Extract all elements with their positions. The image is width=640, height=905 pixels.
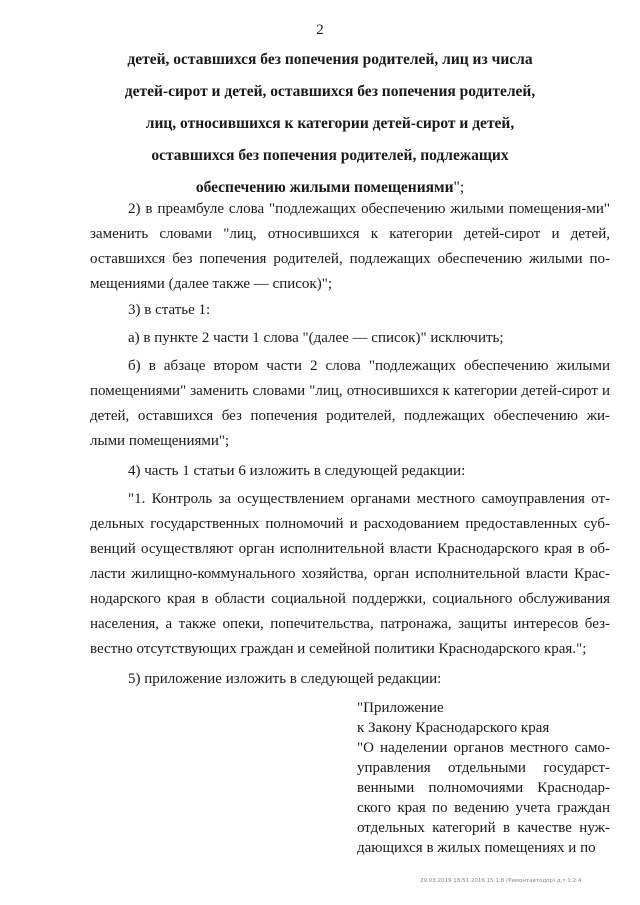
page-number: 2	[316, 22, 324, 38]
heading-line: детей-сирот и детей, оставшихся без попечения родителей,	[124, 83, 536, 100]
paragraph-item-3a: а) в пункте 2 части 1 слова "(далее — список)" исключить;	[128, 330, 504, 346]
footer-service-line: 29.03.2019 18:51 2016 15:1:8 (Ремонтавтодор) д.т.1 2:4	[420, 878, 582, 884]
paragraph-item-3b: б) в абзаце втором части 2 слова "подлежащих обеспечению жилыми помещениями" заменить словами "лиц, относившихся к категории детей-сирот и детей, оставшихся без попечения родителей, подлежащих обеспечению жи-лыми помещениями";	[90, 358, 610, 449]
heading-line-bold: обеспечению жилыми помещениями	[195, 179, 454, 196]
paragraph-item-4: 4) часть 1 статьи 6 изложить в следующей редакции:	[128, 463, 466, 479]
heading-line: оставшихся без попечения родителей, подлежащих	[151, 147, 509, 164]
paragraph-item-5: 5) приложение изложить в следующей редакции:	[128, 671, 442, 687]
heading-line: лиц, относившихся к категории детей-сирот и детей,	[145, 115, 515, 132]
appendix-label: "Приложение	[357, 700, 444, 716]
appendix-law-title: "О наделении органов местного само-управления отдельными государст-венными полномочиями Краснодар-ского края по ведению учета граждан отдельных категорий в качестве нуж-дающихся в жилых помещениях и по	[357, 740, 610, 856]
heading-tail: ";	[453, 179, 465, 196]
paragraph-item-3: 3) в статье 1:	[128, 302, 211, 318]
amended-title-text	[70, 44, 590, 204]
paragraph-item-2: 2) в преамбуле слова "подлежащих обеспечению жилыми помещения-ми" заменить словами "лиц, относившихся к категории детей-сирот и детей, оставшихся без попечения родителей, подлежащих обеспечению жилыми по-мещениями (далее также — список)";	[90, 201, 610, 292]
paragraph-item-4-quote: "1. Контроль за осуществлением органами местного самоуправления от-дельных государственных полномочий и расходованием предоставленных суб-венций осуществляют орган исполнительной власти Краснодарского края в об-ласти жилищно-коммунального хозяйства, орган исполнительной власти Крас-нодарского края в области социальной поддержки, социального обслуживания населения, а также опеки, попечительства, патронажа, защиты интересов без-вестно отсутствующих граждан и семейной политики Краснодарского края.";	[90, 491, 610, 657]
heading-line: детей, оставшихся без попечения родителей, лиц из числа	[127, 51, 533, 68]
appendix-header-block	[357, 698, 610, 858]
appendix-law-reference: к Закону Краснодарского края	[357, 720, 550, 736]
